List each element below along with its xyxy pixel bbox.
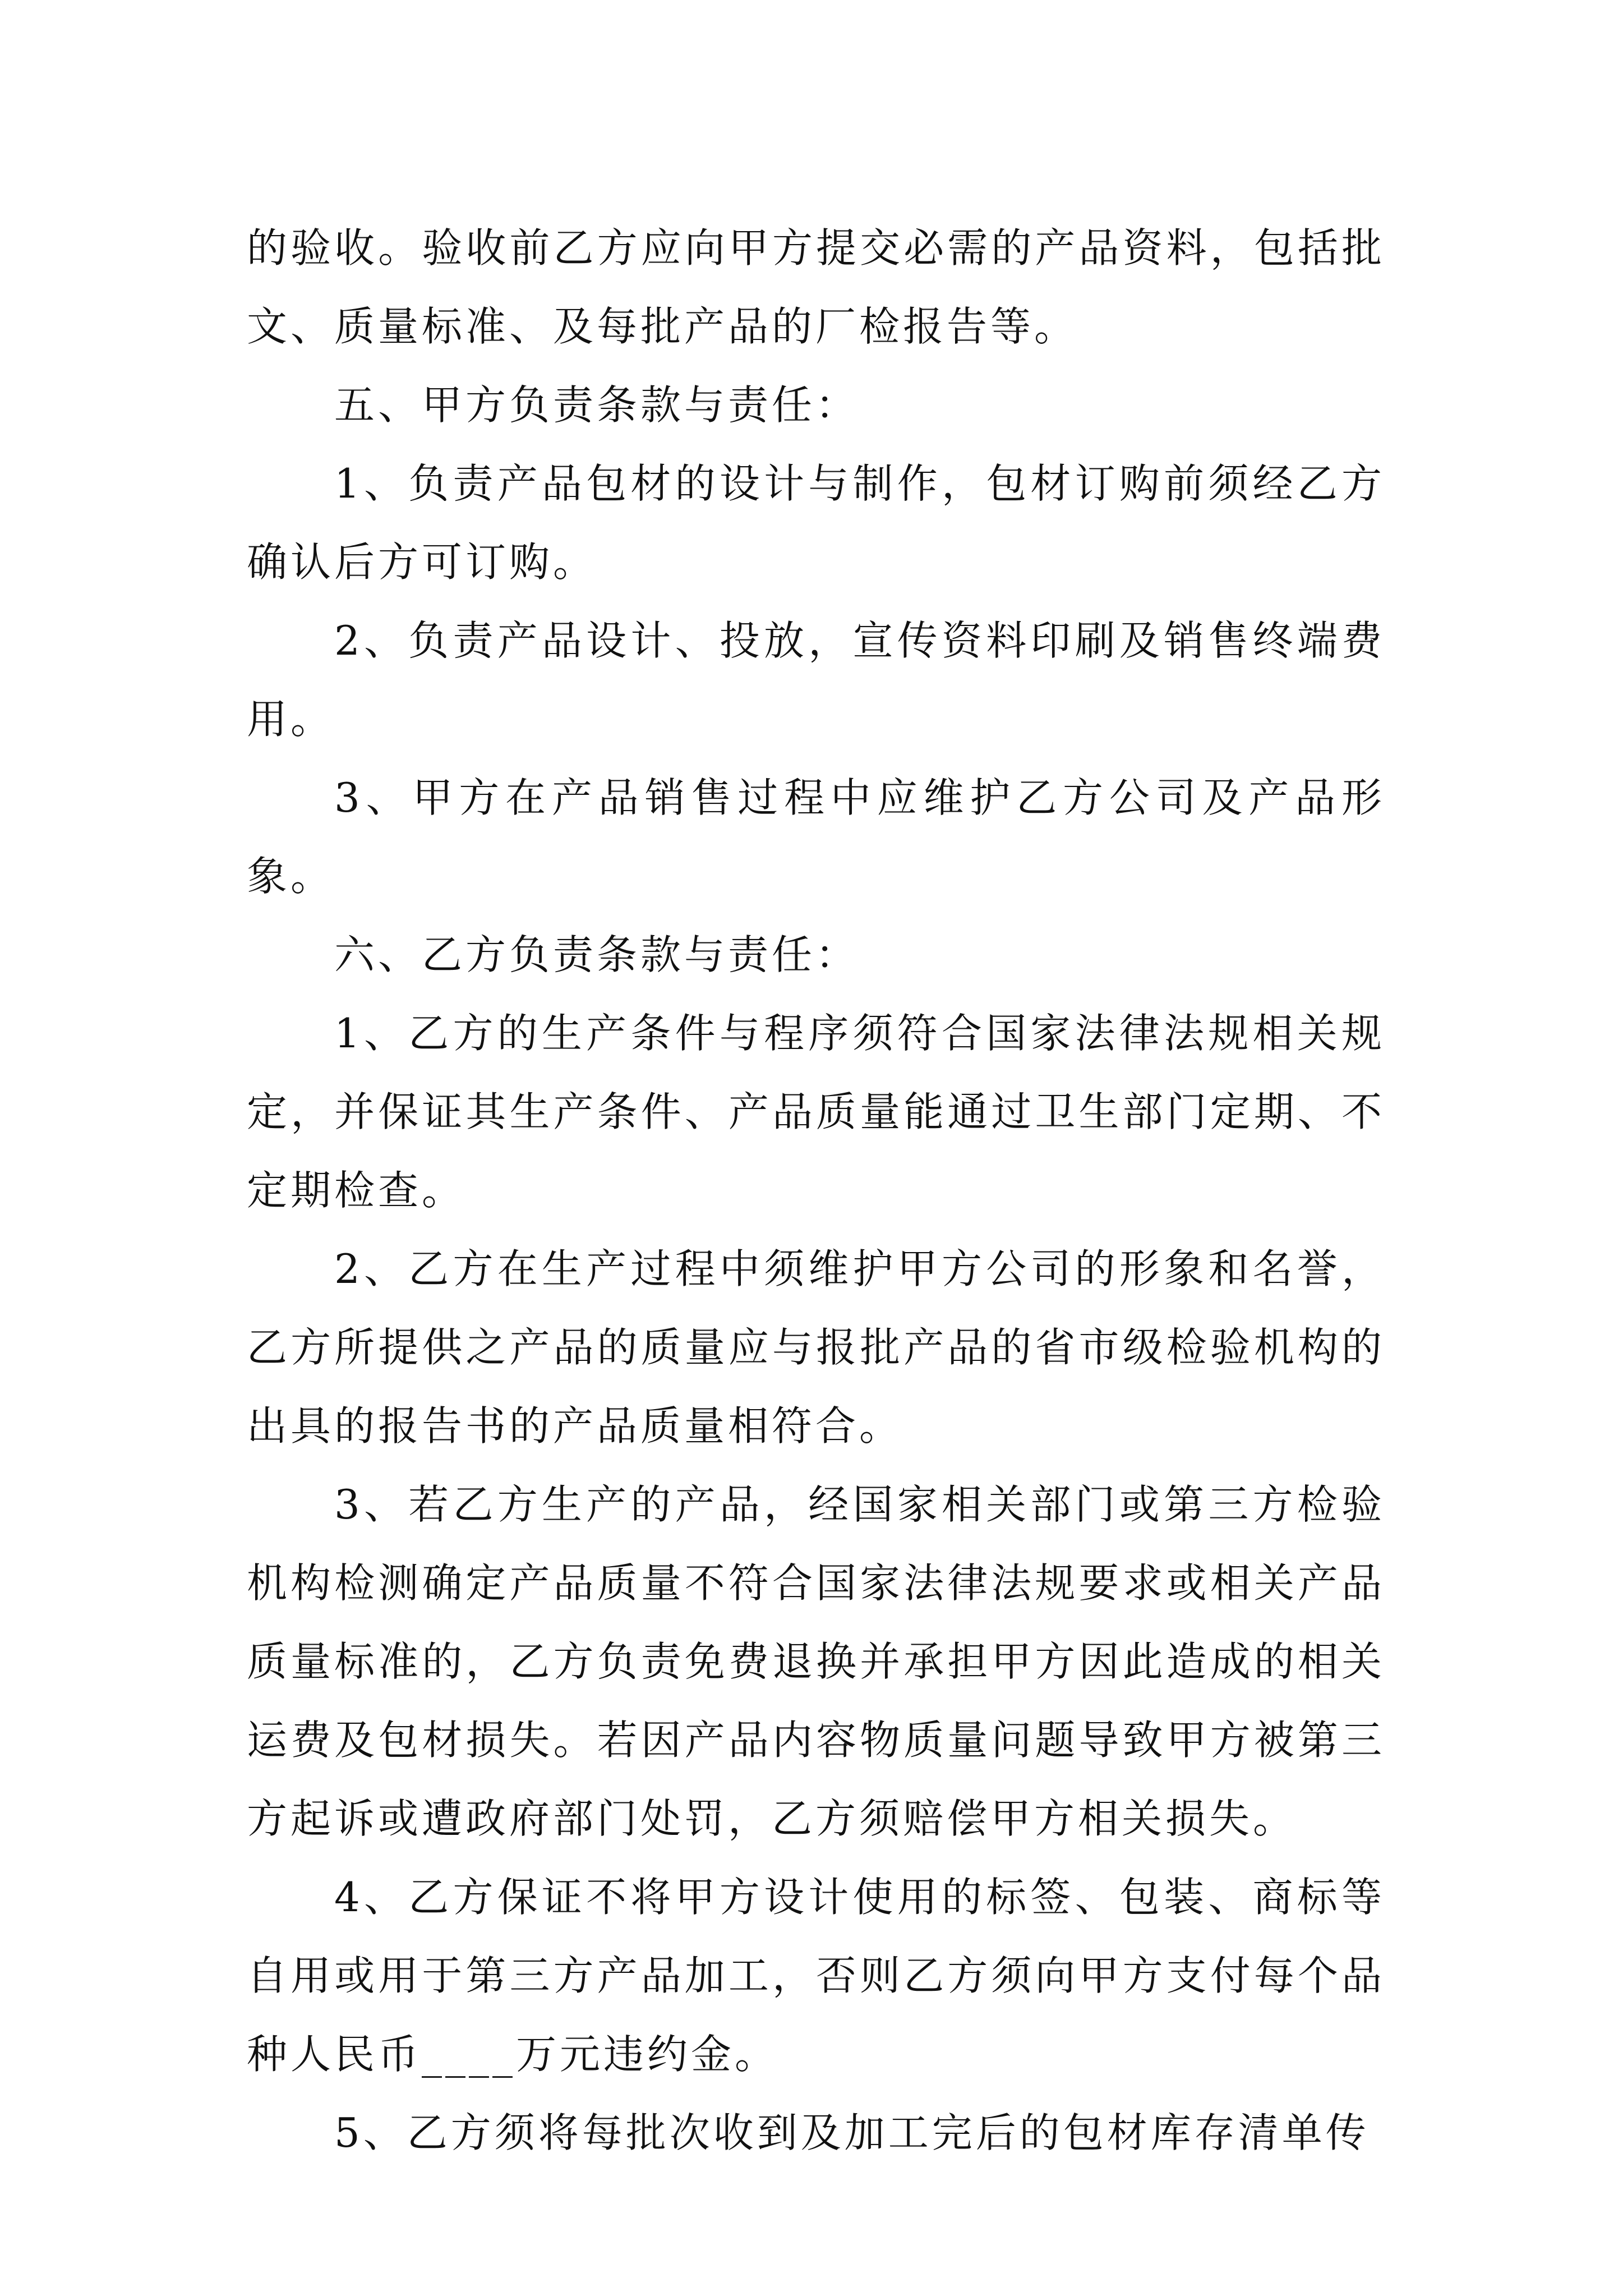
party-a-clause-2: 2、负责产品设计、投放，宣传资料印刷及销售终端费用。 (247, 617, 1385, 743)
party-a-clause-3: 3、甲方在产品销售过程中应维护乙方公司及产品形象。 (247, 774, 1385, 900)
party-b-clause-5: 5、乙方须将每批次收到及加工完后的包材库存清单传 (334, 2109, 1370, 2156)
section-heading-party-a: 五、甲方负责条款与责任： (334, 381, 860, 429)
party-a-clause-1: 1、负责产品包材的设计与制作，包材订购前须经乙方确认后方可订购。 (247, 460, 1385, 586)
party-b-clause-3: 3、若乙方生产的产品，经国家相关部门或第三方检验机构检测确定产品质量不符合国家法律法规要求或相关产品质量标准的，乙方负责免费退换并承担甲方因此造成的相关运费及包材损失。若因产品内容物质量问题导致甲方被第三方起诉或遭政府部门处罚，乙方须赔偿甲方相关损失。 (247, 1481, 1385, 1842)
document-body (247, 209, 1385, 2172)
party-b-clause-4: 4、乙方保证不将甲方设计使用的标签、包装、商标等自用或用于第三方产品加工，否则乙方须向甲方支付每个品种人民币____万元违约金。 (247, 1874, 1385, 2078)
party-b-clause-1: 1、乙方的生产条件与程序须符合国家法律法规相关规定，并保证其生产条件、产品质量能通过卫生部门定期、不定期检查。 (247, 1010, 1385, 1214)
party-b-clause-2: 2、乙方在生产过程中须维护甲方公司的形象和名誉，乙方所提供之产品的质量应与报批产品的省市级检验机构的出具的报告书的产品质量相符合。 (247, 1245, 1385, 1450)
paragraph-acceptance-continued: 的验收。验收前乙方应向甲方提交必需的产品资料，包括批文、质量标准、及每批产品的厂检报告等。 (247, 224, 1385, 350)
section-heading-party-b: 六、乙方负责条款与责任： (334, 931, 860, 978)
